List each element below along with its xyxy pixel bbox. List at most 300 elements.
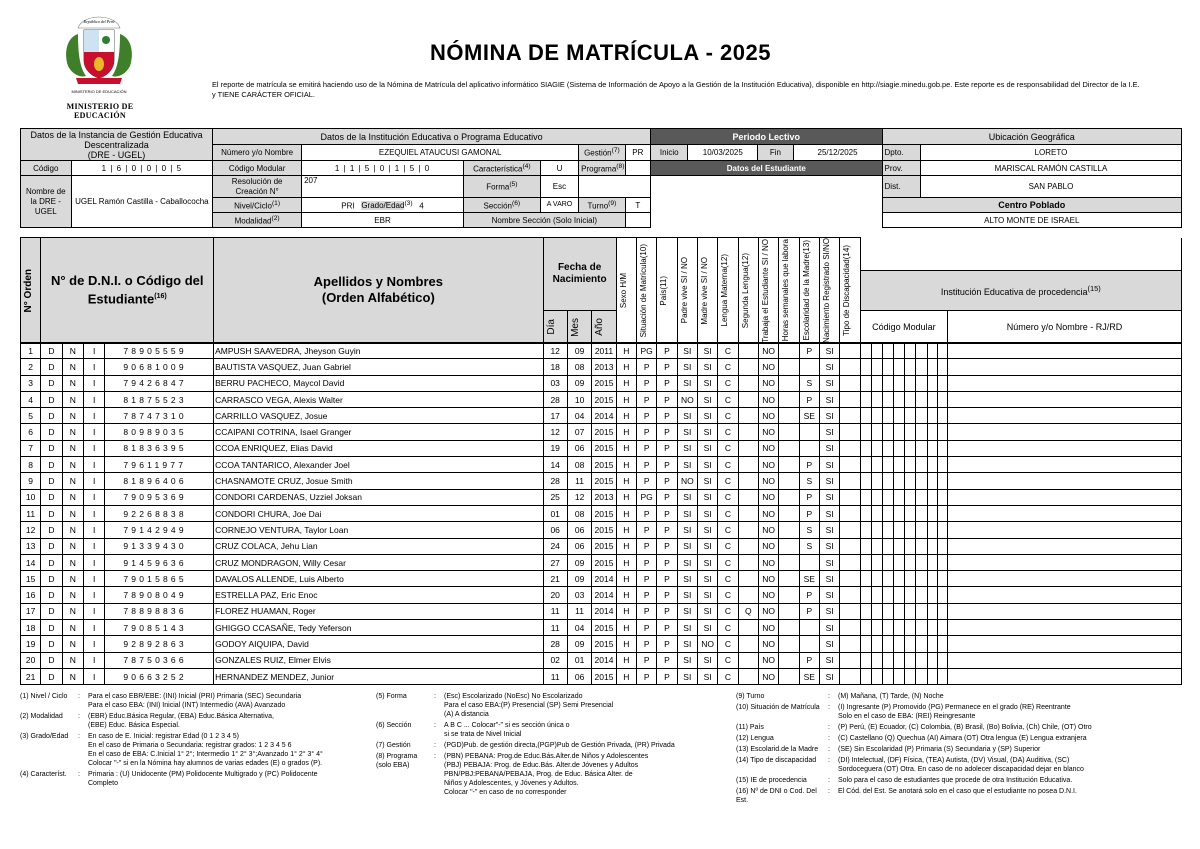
cell-discapacidad — [840, 554, 860, 570]
cell-nac: SI — [819, 668, 839, 684]
birth-month: 06 — [567, 522, 591, 538]
codigo-modular-box — [882, 603, 893, 619]
cell-discapacidad — [840, 391, 860, 407]
student-name: CORNEJO VENTURA, Taylor Loan — [214, 522, 543, 538]
codigo-modular-box — [905, 343, 916, 359]
codigo-modular-box — [927, 603, 937, 619]
cell-madre: SI — [697, 554, 717, 570]
cell-discapacidad — [840, 440, 860, 456]
doc-type-n: N — [62, 359, 83, 375]
crest-top-text: República del Perú — [83, 19, 115, 24]
cell-sex: H — [616, 538, 636, 554]
codigo-modular-box — [927, 375, 937, 391]
institution-heading: Datos de la Institución Educativa o Programa Educativo — [213, 129, 651, 145]
codigo-modular-box — [894, 652, 905, 668]
doc-type-n: N — [62, 636, 83, 652]
dni-value: 79095369 — [105, 489, 214, 505]
cell-madre: SI — [697, 457, 717, 473]
cell-horas — [779, 652, 799, 668]
footnote-key: (10) Situación de Matrícula — [736, 704, 820, 711]
students-table — [20, 342, 1182, 685]
doc-type-d: D — [41, 571, 62, 587]
table-row — [21, 359, 1182, 375]
codigo-modular-box — [860, 489, 871, 505]
codigo-modular-box — [905, 554, 916, 570]
codigo-modular-box — [871, 424, 882, 440]
cell-pais: P — [657, 538, 677, 554]
cell-padre: SI — [677, 587, 697, 603]
cell-horas — [779, 571, 799, 587]
codigo-modular-box — [882, 554, 893, 570]
codigo-modular-box — [860, 652, 871, 668]
cell-horas — [779, 489, 799, 505]
codigo-modular-box — [882, 538, 893, 554]
footnote-value: (Esc) Escolarizado (NoEsc) No Escolarizado Para el caso EBA:(P) Presencial (SP) Semi Presencial (A) A distancia — [444, 693, 614, 718]
cell-pais: P — [657, 505, 677, 521]
student-name: CHASNAMOTE CRUZ, Josue Smith — [214, 473, 543, 489]
codigo-modular-box — [916, 457, 927, 473]
procedencia-name — [947, 636, 1181, 652]
cell-trab: NO — [758, 522, 778, 538]
birth-day: 19 — [543, 440, 567, 456]
cell-horas — [779, 538, 799, 554]
footnote-item — [736, 703, 1182, 721]
birth-month: 08 — [567, 457, 591, 473]
cell-sl — [738, 408, 758, 424]
vh-padre: Padre vive SI / NO — [677, 238, 697, 344]
cell-horas — [779, 359, 799, 375]
cell-padre: SI — [677, 359, 697, 375]
seccion-label: Sección$^{(6)}$ — [463, 198, 540, 213]
student-name: HERNANDEZ MENDEZ, Junior — [214, 668, 543, 684]
cell-sl — [738, 620, 758, 636]
cell-esc — [799, 554, 819, 570]
dpto-label: Dpto. — [882, 145, 920, 161]
footnote-value: A B C ... Colocar"-" si es sección única o si se trata de Nivel Inicial — [444, 722, 570, 738]
birth-month: 06 — [567, 668, 591, 684]
cell-esc: S — [799, 375, 819, 391]
procedencia-name — [947, 620, 1181, 636]
footnote-value: En caso de E. Inicial: registrar Edad (0 1 2 3 4 5) En el caso de Primaria o Secundaria: registrar grados: 1 2 3 4 5 6 En el caso de EBA: C.Inicial 1° 2°; Intermedio 1° 2° 3°;Avanzado 1° 2° 3° 4° Colocar "-" si en la Nómina hay alumnos de varias edades (E) o grados (P). — [88, 733, 323, 767]
doc-type-d: D — [41, 505, 62, 521]
cell-trab: NO — [758, 505, 778, 521]
student-name: CARRILLO VASQUEZ, Josue — [214, 408, 543, 424]
doc-type-n: N — [62, 473, 83, 489]
doc-type-d: D — [41, 391, 62, 407]
codigo-modular-box — [916, 554, 927, 570]
doc-type-i: I — [84, 620, 105, 636]
turno-label: Turno$^{(9)}$ — [579, 198, 626, 213]
codigo-modular-box — [882, 587, 893, 603]
footnote-sep: : — [828, 704, 830, 711]
codigo-modular-box — [905, 652, 916, 668]
birth-day: 11 — [543, 668, 567, 684]
cell-trab: NO — [758, 538, 778, 554]
codigo-modular-box — [871, 636, 882, 652]
codigo-modular-box — [905, 522, 916, 538]
cell-discapacidad — [840, 457, 860, 473]
codigo-modular-box — [916, 587, 927, 603]
birth-year: 2015 — [592, 375, 616, 391]
cell-discapacidad — [840, 538, 860, 554]
codigo-modular-box — [927, 538, 937, 554]
dni-value: 79426847 — [105, 375, 214, 391]
cell-horas — [779, 408, 799, 424]
dni-value: 78747310 — [105, 408, 214, 424]
codigo-modular-box — [871, 457, 882, 473]
footnote-key: (11) País — [736, 724, 764, 731]
codigo-modular-box — [860, 587, 871, 603]
procedencia-name — [947, 587, 1181, 603]
codigo-modular-box — [916, 440, 927, 456]
doc-type-d: D — [41, 538, 62, 554]
dni-header: N° de D.N.I. o Código del Estudiante$^{(16)}$ — [41, 238, 214, 344]
doc-type-n: N — [62, 571, 83, 587]
row-number: 19 — [21, 636, 41, 652]
codigo-modular-box — [871, 375, 882, 391]
cell-pais: P — [657, 587, 677, 603]
footnotes-col1 — [20, 692, 360, 790]
cell-trab: NO — [758, 473, 778, 489]
cell-esc: S — [799, 522, 819, 538]
cell-trab: NO — [758, 391, 778, 407]
footnote-value: (PGD)Pub. de gestión directa,(PGP)Pub de Gestión Privada, (PR) Privada — [444, 742, 675, 749]
codigo-modular-box — [905, 571, 916, 587]
table-row — [21, 620, 1182, 636]
codigo-modular-box — [927, 554, 937, 570]
cell-pais: P — [657, 457, 677, 473]
caracteristica-label: Característica$^{(4)}$ — [463, 161, 540, 176]
modalidad-value: EBR — [302, 213, 464, 228]
cell-esc: P — [799, 343, 819, 359]
cell-lm: C — [718, 538, 738, 554]
procedencia-name — [947, 554, 1181, 570]
codigo-modular-box — [937, 538, 947, 554]
student-name: CRUZ COLACA, Jehu Lian — [214, 538, 543, 554]
cell-discapacidad — [840, 522, 860, 538]
footnote-item — [736, 734, 1182, 743]
cell-sl — [738, 571, 758, 587]
codigo-modular-box — [894, 587, 905, 603]
codigo-modular-box — [894, 375, 905, 391]
footnote-sep: : — [434, 742, 436, 749]
codigo-modular-box — [894, 424, 905, 440]
codigo-modular-box — [860, 375, 871, 391]
codigo-modular-box — [882, 668, 893, 684]
cell-sex: H — [616, 343, 636, 359]
cell-discapacidad — [840, 359, 860, 375]
cell-lm: C — [718, 587, 738, 603]
dni-value: 90681009 — [105, 359, 214, 375]
birth-day: 24 — [543, 538, 567, 554]
row-number: 8 — [21, 457, 41, 473]
footnote-item — [376, 752, 716, 797]
codigo-modular-box — [905, 489, 916, 505]
codigo-modular-box — [860, 571, 871, 587]
codigo-modular-box — [916, 505, 927, 521]
page-title: NÓMINA DE MATRÍCULA - 2025 — [430, 40, 771, 65]
cell-nac: SI — [819, 538, 839, 554]
birth-month: 09 — [567, 554, 591, 570]
birth-month: 08 — [567, 359, 591, 375]
student-name: AMPUSH SAAVEDRA, Jheyson Guyin — [214, 343, 543, 359]
cell-nac: SI — [819, 603, 839, 619]
report-disclaimer: El reporte de matrícula se emitirá haciendo uso de la Nómina de Matrícula del aplicativo informático SIAGIE (Sistema de Información de Apoyo a la Gestión de la Institución Educativa), disponible en http://siagie.minedu.gob.pe. Este reporte es de responsabilidad del Director de la I.E. y TIENE CARÁCTER OFICIAL. — [212, 80, 1140, 99]
footnote-item — [20, 712, 360, 730]
doc-type-i: I — [84, 391, 105, 407]
procedencia-name — [947, 424, 1181, 440]
birth-day: 03 — [543, 375, 567, 391]
doc-type-i: I — [84, 522, 105, 538]
cell-sit: P — [637, 473, 657, 489]
codigo-modular-box — [937, 489, 947, 505]
periodo-heading: Periodo Lectivo — [651, 129, 883, 145]
cell-nac: SI — [819, 652, 839, 668]
procedencia-name — [947, 440, 1181, 456]
codigo-modular-box — [927, 457, 937, 473]
codigo-modular-box — [894, 505, 905, 521]
birth-day: 18 — [543, 359, 567, 375]
codigo-modular-box — [905, 408, 916, 424]
codigo-modular-box — [882, 408, 893, 424]
cell-sit: P — [637, 636, 657, 652]
dni-value: 92268838 — [105, 505, 214, 521]
codigo-modular-box — [871, 587, 882, 603]
codigo-modular-box — [916, 424, 927, 440]
codigo-modular-box — [860, 440, 871, 456]
codigo-modular-box — [927, 620, 937, 636]
cell-sex: H — [616, 636, 636, 652]
cell-discapacidad — [840, 587, 860, 603]
codigo-modular-box — [860, 636, 871, 652]
doc-type-d: D — [41, 424, 62, 440]
codigo-modular-box — [894, 620, 905, 636]
centro-heading: Centro Poblado — [882, 198, 1181, 213]
footnote-sep: : — [78, 693, 80, 700]
cell-esc: SE — [799, 571, 819, 587]
cell-sit: P — [637, 587, 657, 603]
doc-type-d: D — [41, 375, 62, 391]
codigo-modular-box — [882, 489, 893, 505]
cell-nac: SI — [819, 620, 839, 636]
doc-type-i: I — [84, 359, 105, 375]
codigo-modular-box — [894, 440, 905, 456]
peru-coat-of-arms-icon — [58, 14, 140, 98]
cell-madre: SI — [697, 343, 717, 359]
cell-sl — [738, 522, 758, 538]
doc-type-d: D — [41, 522, 62, 538]
footnote-key: (7) Gestión — [376, 742, 411, 749]
cell-horas — [779, 668, 799, 684]
birth-day: 27 — [543, 554, 567, 570]
cell-padre: SI — [677, 652, 697, 668]
codigo-modular-box — [937, 505, 947, 521]
cell-pais: P — [657, 343, 677, 359]
codigo-modular-box — [927, 424, 937, 440]
codigo-modular-box — [871, 538, 882, 554]
table-row — [21, 457, 1182, 473]
resolucion-label: Resolución de Creación N° — [213, 176, 302, 198]
cell-madre: SI — [697, 391, 717, 407]
cell-discapacidad — [840, 505, 860, 521]
dia-header: Día — [543, 311, 567, 344]
doc-type-n: N — [62, 603, 83, 619]
codigo-modular-box — [882, 505, 893, 521]
procedencia-name — [947, 505, 1181, 521]
doc-type-d: D — [41, 603, 62, 619]
cell-trab: NO — [758, 424, 778, 440]
programa-label: Programa$^{(8)}$ — [579, 161, 626, 176]
ubicacion-heading: Ubicación Geográfica — [882, 129, 1181, 145]
footnote-sep: : — [78, 713, 80, 720]
cell-lm: C — [718, 652, 738, 668]
codigo-modular-box — [916, 620, 927, 636]
cell-nac: SI — [819, 440, 839, 456]
footnote-value: Solo para el caso de estudiantes que procede de otra Institución Educativa. — [838, 777, 1073, 784]
datos-estudiante-heading: Datos del Estudiante — [651, 161, 883, 176]
codigo-modular-box — [894, 473, 905, 489]
codigo-modular-box — [937, 424, 947, 440]
codigo-modular-box — [882, 571, 893, 587]
doc-type-i: I — [84, 636, 105, 652]
dni-value: 79085143 — [105, 620, 214, 636]
birth-year: 2015 — [592, 424, 616, 440]
student-name: CCOA ENRIQUEZ, Elias David — [214, 440, 543, 456]
cell-sl — [738, 343, 758, 359]
codigo-modular-box — [916, 522, 927, 538]
doc-type-d: D — [41, 343, 62, 359]
student-name: FLOREZ HUAMAN, Roger — [214, 603, 543, 619]
programa-value — [625, 161, 650, 176]
dni-value: 78905559 — [105, 343, 214, 359]
cell-nac: SI — [819, 359, 839, 375]
codigo-modular-box — [860, 538, 871, 554]
birth-month: 11 — [567, 603, 591, 619]
birth-day: 14 — [543, 457, 567, 473]
table-row — [21, 668, 1182, 684]
cell-sit: PG — [637, 489, 657, 505]
inicio-value: 10/03/2025 — [688, 145, 758, 161]
cell-horas — [779, 457, 799, 473]
cell-sex: H — [616, 571, 636, 587]
dni-value: 81896406 — [105, 473, 214, 489]
birth-month: 09 — [567, 343, 591, 359]
birth-month: 10 — [567, 391, 591, 407]
cell-sex: H — [616, 620, 636, 636]
cell-madre: NO — [697, 636, 717, 652]
cell-padre: SI — [677, 408, 697, 424]
table-row — [21, 375, 1182, 391]
cell-trab: NO — [758, 554, 778, 570]
procedencia-name — [947, 391, 1181, 407]
gestion-value: PR — [625, 145, 650, 161]
footnote-value: Primaria : (U) Unidocente (PM) Polidocente Multigrado y (PC) Polidocente Completo — [88, 771, 318, 787]
cell-horas — [779, 505, 799, 521]
doc-type-i: I — [84, 571, 105, 587]
codigo-modular-box — [871, 343, 882, 359]
codigo-modular-box — [916, 603, 927, 619]
cell-discapacidad — [840, 473, 860, 489]
ugel-code: 1 | 6 | 0 | 0 | 0 | 5 — [71, 161, 213, 176]
forma-blank — [579, 176, 651, 198]
codigo-modular-box — [916, 473, 927, 489]
student-name: CONDORI CHURA, Joe Dai — [214, 505, 543, 521]
row-number: 13 — [21, 538, 41, 554]
forma-value: Esc — [540, 176, 578, 198]
nombre-seccion-label: Nombre Sección (Solo Inicial) — [463, 213, 625, 228]
cell-horas — [779, 522, 799, 538]
cell-nac: SI — [819, 636, 839, 652]
codigo-modular-box — [905, 620, 916, 636]
codigo-modular-box — [894, 636, 905, 652]
cell-madre: SI — [697, 489, 717, 505]
birth-month: 09 — [567, 571, 591, 587]
codigo-modular-box — [937, 620, 947, 636]
birth-year: 2015 — [592, 473, 616, 489]
forma-label: Forma$^{(5)}$ — [463, 176, 540, 198]
cell-padre: SI — [677, 440, 697, 456]
birth-month: 01 — [567, 652, 591, 668]
cell-pais: P — [657, 473, 677, 489]
ministry-label: MINISTERIO DE EDUCACIÓN — [66, 102, 134, 120]
doc-type-d: D — [41, 473, 62, 489]
doc-type-i: I — [84, 668, 105, 684]
dni-value: 91459636 — [105, 554, 214, 570]
cell-sex: H — [616, 668, 636, 684]
vh-horas: Horas semanales que labora — [779, 238, 799, 344]
birth-year: 2011 — [592, 343, 616, 359]
footnote-key: (9) Turno — [736, 693, 765, 700]
vh-nacimiento: Nacimiento Registrado SI/NO — [820, 238, 840, 344]
codigo-modular-box — [871, 489, 882, 505]
cell-sl — [738, 554, 758, 570]
codigo-modular-box — [894, 391, 905, 407]
vh-situacion: Situación de Matrícula(10) — [637, 238, 657, 344]
cell-padre: SI — [677, 375, 697, 391]
cell-pais: P — [657, 489, 677, 505]
birth-day: 28 — [543, 473, 567, 489]
cell-trab: NO — [758, 636, 778, 652]
footnote-item — [20, 732, 360, 768]
birth-day: 01 — [543, 505, 567, 521]
birth-day: 25 — [543, 489, 567, 505]
vh-segunda-lengua: Segunda Lengua(12) — [738, 238, 758, 344]
cell-sl — [738, 473, 758, 489]
birth-day: 11 — [543, 603, 567, 619]
doc-type-i: I — [84, 489, 105, 505]
cell-sex: H — [616, 505, 636, 521]
cell-pais: P — [657, 554, 677, 570]
dni-value: 78750366 — [105, 652, 214, 668]
footnote-sep: : — [828, 788, 830, 795]
cell-horas — [779, 603, 799, 619]
codigo-modular-box — [927, 408, 937, 424]
cell-lm: C — [718, 489, 738, 505]
footnote-value: (EBR) Educ.Básica Regular, (EBA) Educ.Básica Alternativa, (EBE) Educ. Básica Especial. — [88, 713, 274, 729]
codigo-modular-box — [937, 473, 947, 489]
cell-madre: SI — [697, 473, 717, 489]
cell-pais: P — [657, 620, 677, 636]
codigo-modular-box — [894, 457, 905, 473]
ugel-name-value: UGEL Ramón Castilla - Caballococha — [71, 176, 213, 228]
centro-value: ALTO MONTE DE ISRAEL — [882, 213, 1181, 228]
row-number: 11 — [21, 505, 41, 521]
codigo-modular-box — [894, 522, 905, 538]
cell-sl — [738, 375, 758, 391]
table-row — [21, 424, 1182, 440]
codigo-modular-box — [916, 408, 927, 424]
codigo-modular-box — [927, 587, 937, 603]
